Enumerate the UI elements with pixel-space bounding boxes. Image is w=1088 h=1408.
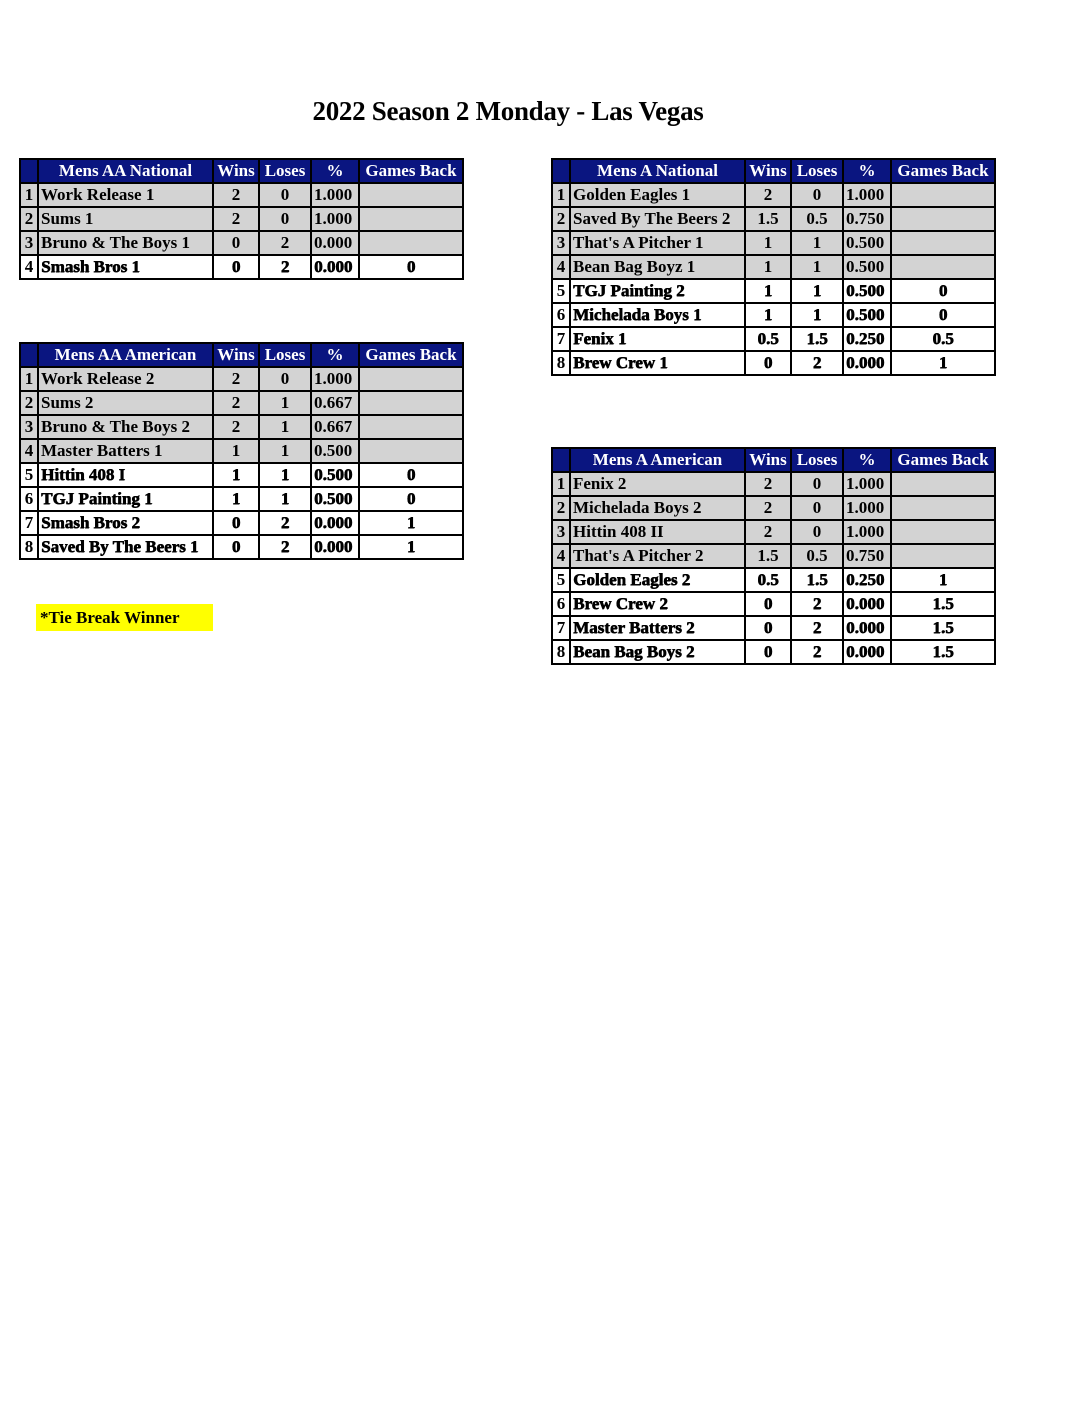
wins-cell: 2 <box>213 367 259 391</box>
rank-cell: 6 <box>20 487 38 511</box>
pct-header: % <box>311 343 359 367</box>
loses-cell: 1 <box>259 391 311 415</box>
loses-cell: 0 <box>791 496 843 520</box>
pct-cell: 0.500 <box>843 303 891 327</box>
pct-cell: 0.500 <box>311 439 359 463</box>
pct-cell: 0.000 <box>311 511 359 535</box>
team-cell: Bruno & The Boys 1 <box>38 231 213 255</box>
table-row <box>552 592 995 616</box>
pct-cell: 0.250 <box>843 568 891 592</box>
wins-cell: 0 <box>745 592 791 616</box>
team-cell: Saved By The Beers 1 <box>38 535 213 559</box>
table-row <box>552 207 995 231</box>
loses-header: Loses <box>791 159 843 183</box>
loses-cell: 1 <box>791 279 843 303</box>
wins-cell: 0 <box>213 535 259 559</box>
team-cell: Brew Crew 1 <box>570 351 745 375</box>
table-header-row <box>552 159 995 183</box>
pct-cell: 0.500 <box>843 279 891 303</box>
standings-table-aa-national <box>19 158 464 280</box>
pct-cell: 0.000 <box>843 640 891 664</box>
loses-cell: 1.5 <box>791 327 843 351</box>
rank-header <box>20 343 38 367</box>
team-cell: Saved By The Beers 2 <box>570 207 745 231</box>
wins-cell: 1 <box>213 463 259 487</box>
rank-cell: 6 <box>552 592 570 616</box>
rank-cell: 3 <box>552 520 570 544</box>
loses-cell: 0 <box>791 520 843 544</box>
team-cell: Hittin 408 II <box>570 520 745 544</box>
games-back-cell: 1 <box>359 535 463 559</box>
loses-cell: 0.5 <box>791 544 843 568</box>
rank-cell: 8 <box>20 535 38 559</box>
page-title: 2022 Season 2 Monday - Las Vegas <box>312 96 704 126</box>
games-back-cell <box>891 231 995 255</box>
wins-cell: 2 <box>213 415 259 439</box>
loses-header: Loses <box>259 343 311 367</box>
loses-cell: 1 <box>259 439 311 463</box>
team-cell: TGJ Painting 2 <box>570 279 745 303</box>
pct-cell: 1.000 <box>843 472 891 496</box>
wins-cell: 0 <box>213 511 259 535</box>
table-row <box>20 207 463 231</box>
team-cell: Hittin 408 I <box>38 463 213 487</box>
rank-cell: 1 <box>552 472 570 496</box>
loses-cell: 1 <box>791 231 843 255</box>
loses-cell: 2 <box>259 231 311 255</box>
loses-cell: 2 <box>259 255 311 279</box>
table-header-row <box>20 159 463 183</box>
team-cell: Fenix 2 <box>570 472 745 496</box>
pct-cell: 0.500 <box>311 463 359 487</box>
loses-cell: 2 <box>259 511 311 535</box>
loses-header: Loses <box>259 159 311 183</box>
rank-cell: 8 <box>552 640 570 664</box>
pct-cell: 0.250 <box>843 327 891 351</box>
loses-cell: 1 <box>259 487 311 511</box>
pct-cell: 1.000 <box>843 496 891 520</box>
pct-cell: 1.000 <box>311 183 359 207</box>
division-name: Mens AA American <box>38 343 213 367</box>
pct-cell: 0.000 <box>843 592 891 616</box>
table-row <box>20 439 463 463</box>
games-back-cell <box>891 207 995 231</box>
team-cell: Bean Bag Boyz 1 <box>570 255 745 279</box>
pct-cell: 0.667 <box>311 391 359 415</box>
games-back-cell: 1.5 <box>891 616 995 640</box>
games-back-cell <box>359 207 463 231</box>
loses-cell: 0 <box>791 183 843 207</box>
wins-cell: 0 <box>745 351 791 375</box>
loses-cell: 0 <box>259 367 311 391</box>
rank-cell: 4 <box>552 255 570 279</box>
wins-cell: 1 <box>745 279 791 303</box>
games-back-cell <box>359 183 463 207</box>
wins-cell: 2 <box>745 472 791 496</box>
table-row <box>20 415 463 439</box>
rank-cell: 3 <box>20 415 38 439</box>
games-back-cell <box>359 439 463 463</box>
loses-cell: 1 <box>791 255 843 279</box>
wins-cell: 1.5 <box>745 544 791 568</box>
table-row <box>552 520 995 544</box>
games-back-cell <box>891 496 995 520</box>
division-name: Mens AA National <box>38 159 213 183</box>
table-row <box>552 183 995 207</box>
games-back-cell: 1 <box>891 351 995 375</box>
team-cell: Master Batters 1 <box>38 439 213 463</box>
games-back-cell <box>359 367 463 391</box>
pct-cell: 0.750 <box>843 544 891 568</box>
pct-cell: 0.667 <box>311 415 359 439</box>
rank-cell: 2 <box>20 391 38 415</box>
games-back-cell <box>359 415 463 439</box>
rank-cell: 2 <box>552 207 570 231</box>
loses-cell: 1.5 <box>791 568 843 592</box>
wins-cell: 1 <box>745 303 791 327</box>
rank-cell: 4 <box>20 439 38 463</box>
pct-cell: 0.000 <box>311 255 359 279</box>
loses-cell: 2 <box>259 535 311 559</box>
games-back-cell: 0 <box>891 303 995 327</box>
table-row <box>20 535 463 559</box>
games-back-cell: 1 <box>359 511 463 535</box>
wins-cell: 2 <box>213 391 259 415</box>
rank-cell: 8 <box>552 351 570 375</box>
rank-cell: 7 <box>552 616 570 640</box>
loses-cell: 0 <box>791 472 843 496</box>
rank-cell: 7 <box>552 327 570 351</box>
rank-cell: 7 <box>20 511 38 535</box>
rank-cell: 2 <box>20 207 38 231</box>
pct-cell: 0.000 <box>843 351 891 375</box>
table-row <box>20 391 463 415</box>
team-cell: That's A Pitcher 2 <box>570 544 745 568</box>
team-cell: Michelada Boys 2 <box>570 496 745 520</box>
wins-cell: 0.5 <box>745 327 791 351</box>
pct-cell: 0.000 <box>311 231 359 255</box>
wins-cell: 0.5 <box>745 568 791 592</box>
games-back-header: Games Back <box>359 343 463 367</box>
rank-cell: 1 <box>552 183 570 207</box>
table-row <box>20 183 463 207</box>
wins-header: Wins <box>213 159 259 183</box>
games-back-cell: 0 <box>359 255 463 279</box>
pct-cell: 0.000 <box>311 535 359 559</box>
games-back-cell <box>891 255 995 279</box>
rank-cell: 4 <box>552 544 570 568</box>
games-back-cell <box>891 544 995 568</box>
team-cell: Smash Bros 1 <box>38 255 213 279</box>
pct-cell: 0.750 <box>843 207 891 231</box>
pct-cell: 1.000 <box>843 520 891 544</box>
pct-cell: 1.000 <box>311 207 359 231</box>
table-row <box>552 255 995 279</box>
team-cell: Work Release 2 <box>38 367 213 391</box>
loses-cell: 2 <box>791 351 843 375</box>
table-row <box>552 303 995 327</box>
games-back-header: Games Back <box>891 448 995 472</box>
team-cell: Michelada Boys 1 <box>570 303 745 327</box>
wins-header: Wins <box>745 159 791 183</box>
team-cell: Brew Crew 2 <box>570 592 745 616</box>
pct-cell: 0.000 <box>843 616 891 640</box>
pct-header: % <box>843 448 891 472</box>
loses-cell: 2 <box>791 616 843 640</box>
table-row <box>20 367 463 391</box>
table-row <box>552 472 995 496</box>
team-cell: That's A Pitcher 1 <box>570 231 745 255</box>
games-back-cell <box>359 231 463 255</box>
games-back-header: Games Back <box>359 159 463 183</box>
wins-cell: 2 <box>745 496 791 520</box>
loses-cell: 0 <box>259 207 311 231</box>
table-row <box>20 255 463 279</box>
rank-cell: 3 <box>552 231 570 255</box>
team-cell: Sums 1 <box>38 207 213 231</box>
rank-header <box>552 448 570 472</box>
rank-cell: 5 <box>552 568 570 592</box>
tie-break-note: *Tie Break Winner <box>36 604 213 631</box>
table-row <box>552 544 995 568</box>
team-cell: Smash Bros 2 <box>38 511 213 535</box>
pct-cell: 0.500 <box>843 231 891 255</box>
table-row <box>552 616 995 640</box>
games-back-cell: 0 <box>891 279 995 303</box>
pct-cell: 0.500 <box>843 255 891 279</box>
loses-cell: 2 <box>791 640 843 664</box>
games-back-cell: 1.5 <box>891 640 995 664</box>
rank-cell: 5 <box>20 463 38 487</box>
wins-cell: 2 <box>745 183 791 207</box>
rank-cell: 2 <box>552 496 570 520</box>
pct-header: % <box>311 159 359 183</box>
games-back-cell <box>891 472 995 496</box>
rank-cell: 3 <box>20 231 38 255</box>
team-cell: Master Batters 2 <box>570 616 745 640</box>
rank-cell: 4 <box>20 255 38 279</box>
games-back-cell: 1 <box>891 568 995 592</box>
games-back-cell <box>891 520 995 544</box>
loses-header: Loses <box>791 448 843 472</box>
wins-cell: 2 <box>745 520 791 544</box>
wins-cell: 1 <box>213 487 259 511</box>
pct-cell: 1.000 <box>311 367 359 391</box>
pct-header: % <box>843 159 891 183</box>
games-back-header: Games Back <box>891 159 995 183</box>
team-cell: Bruno & The Boys 2 <box>38 415 213 439</box>
wins-header: Wins <box>745 448 791 472</box>
games-back-cell <box>359 391 463 415</box>
loses-cell: 1 <box>791 303 843 327</box>
games-back-cell: 0 <box>359 463 463 487</box>
wins-cell: 1.5 <box>745 207 791 231</box>
rank-cell: 6 <box>552 303 570 327</box>
table-row <box>20 231 463 255</box>
table-row <box>552 231 995 255</box>
games-back-cell: 1.5 <box>891 592 995 616</box>
rank-cell: 1 <box>20 183 38 207</box>
team-cell: Fenix 1 <box>570 327 745 351</box>
table-row <box>20 487 463 511</box>
wins-cell: 0 <box>213 255 259 279</box>
table-row <box>20 463 463 487</box>
rank-header <box>552 159 570 183</box>
table-row <box>552 279 995 303</box>
table-row <box>552 327 995 351</box>
pct-cell: 0.500 <box>311 487 359 511</box>
pct-cell: 1.000 <box>843 183 891 207</box>
wins-cell: 0 <box>213 231 259 255</box>
wins-cell: 1 <box>745 231 791 255</box>
team-cell: Bean Bag Boys 2 <box>570 640 745 664</box>
standings-table-aa-american <box>19 342 464 560</box>
table-row <box>552 640 995 664</box>
team-cell: TGJ Painting 1 <box>38 487 213 511</box>
loses-cell: 2 <box>791 592 843 616</box>
wins-cell: 0 <box>745 616 791 640</box>
games-back-cell: 0 <box>359 487 463 511</box>
table-row <box>552 568 995 592</box>
rank-cell: 1 <box>20 367 38 391</box>
loses-cell: 1 <box>259 415 311 439</box>
games-back-cell: 0.5 <box>891 327 995 351</box>
team-cell: Golden Eagles 2 <box>570 568 745 592</box>
wins-cell: 1 <box>213 439 259 463</box>
team-cell: Sums 2 <box>38 391 213 415</box>
table-row <box>20 511 463 535</box>
rank-cell: 5 <box>552 279 570 303</box>
table-header-row <box>20 343 463 367</box>
standings-table-a-national <box>551 158 996 376</box>
loses-cell: 0 <box>259 183 311 207</box>
loses-cell: 1 <box>259 463 311 487</box>
wins-cell: 2 <box>213 207 259 231</box>
games-back-cell <box>891 183 995 207</box>
wins-header: Wins <box>213 343 259 367</box>
wins-cell: 2 <box>213 183 259 207</box>
table-row <box>552 351 995 375</box>
team-cell: Golden Eagles 1 <box>570 183 745 207</box>
table-header-row <box>552 448 995 472</box>
rank-header <box>20 159 38 183</box>
division-name: Mens A National <box>570 159 745 183</box>
wins-cell: 1 <box>745 255 791 279</box>
wins-cell: 0 <box>745 640 791 664</box>
loses-cell: 0.5 <box>791 207 843 231</box>
team-cell: Work Release 1 <box>38 183 213 207</box>
division-name: Mens A American <box>570 448 745 472</box>
standings-table-a-american <box>551 447 996 665</box>
table-row <box>552 496 995 520</box>
